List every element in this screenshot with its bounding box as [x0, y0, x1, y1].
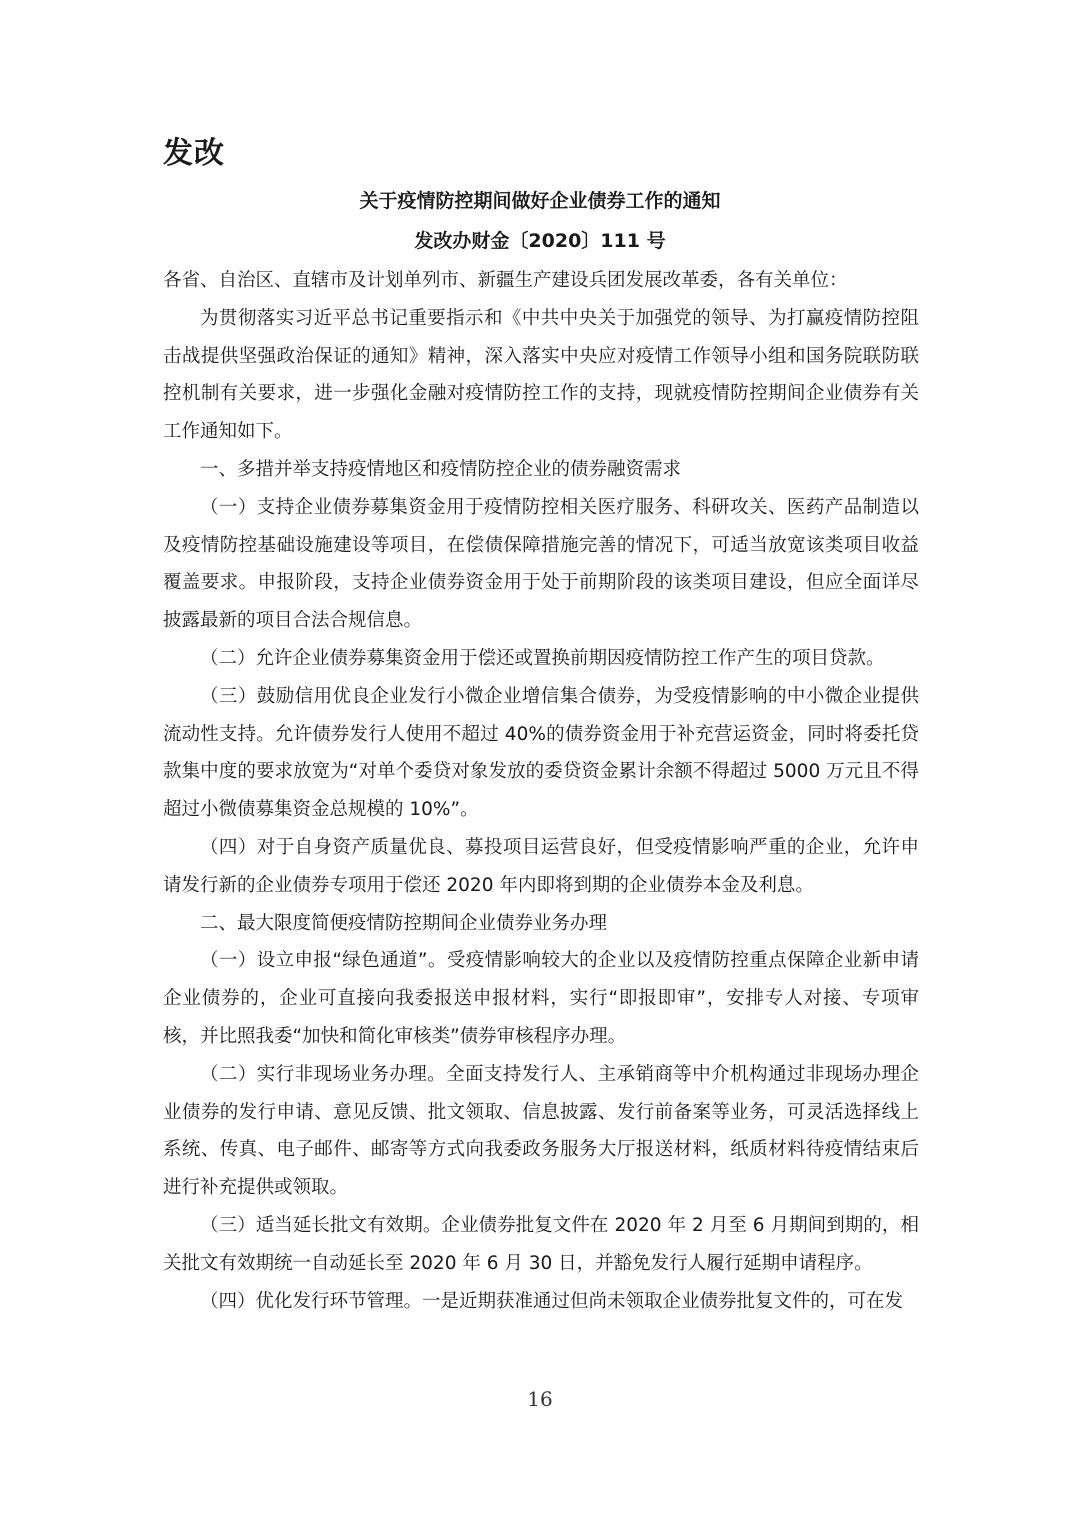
paragraph-1-2: （二）允许企业债券募集资金用于偿还或置换前期因疫情防控工作产生的项目贷款。: [200, 647, 885, 669]
section-2-heading: 二、最大限度简便疫情防控期间企业债券业务办理: [200, 912, 608, 934]
section-heading: 发改: [163, 136, 225, 171]
document-title: 关于疫情防控期间做好企业债券工作的通知: [359, 190, 721, 212]
paragraph-2-4: （四）优化发行环节管理。一是近期获准通过但尚未领取企业债券批复文件的，可在发: [200, 1290, 904, 1312]
paragraph-intro: 为贯彻落实习近平总书记重要指示和《中共中央关于加强党的领导、为打赢疫情防控阻击战提供坚强政治保证的通知》精神，深入落实中央应对疫情工作领导小组和国务院联防联控机制有关要求，进一步强化金融对疫情防控工作的支持，现就疫情防控期间企业债券有关工作通知如下。: [163, 307, 919, 443]
document-number: 发改办财金〔2020〕111 号: [414, 230, 666, 252]
section-1-heading: 一、多措并举支持疫情地区和疫情防控企业的债券融资需求: [200, 458, 682, 480]
salutation: 各省、自治区、直辖市及计划单列市、新疆生产建设兵团发展改革委，各有关单位：: [163, 270, 848, 291]
paragraph-2-1: （一）设立申报“绿色通道”。受疫情影响较大的企业以及疫情防控重点保障企业新申请企业债券的，企业可直接向我委报送申报材料，实行“即报即审”，安排专人对接、专项审核，并比照我委“加快和简化审核类”债券审核程序办理。: [163, 950, 919, 1047]
document-body: [163, 262, 919, 1320]
paragraph-1-3: （三）鼓励信用优良企业发行小微企业增信集合债券，为受疫情影响的中小微企业提供流动性支持。允许债券发行人使用不超过 40%的债券资金用于补充营运资金，同时将委托贷款集中度的要求放宽为“对单个委贷对象发放的委贷资金累计余额不得超过 5000 万元且不得超过小微债募集资金总规模的 10%”。: [163, 685, 919, 821]
paragraph-1-1: （一）支持企业债券募集资金用于疫情防控相关医疗服务、科研攻关、医药产品制造以及疫情防控基础设施建设等项目，在偿债保障措施完善的情况下，可适当放宽该类项目收益覆盖要求。申报阶段，支持企业债券资金用于处于前期阶段的该类项目建设，但应全面详尽披露最新的项目合法合规信息。: [163, 496, 919, 632]
page-number: 16: [527, 1387, 553, 1411]
paragraph-2-2: （二）实行非现场业务办理。全面支持发行人、主承销商等中介机构通过非现场办理企业债券的发行申请、意见反馈、批文领取、信息披露、发行前备案等业务，可灵活选择线上系统、传真、电子邮件、邮寄等方式向我委政务服务大厅报送材料，纸质材料待疫情结束后进行补充提供或领取。: [163, 1063, 919, 1199]
paragraph-1-4: （四）对于自身资产质量优良、募投项目运营良好，但受疫情影响严重的企业，允许申请发行新的企业债券专项用于偿还 2020 年内即将到期的企业债券本金及利息。: [163, 836, 919, 896]
paragraph-2-3: （三）适当延长批文有效期。企业债券批复文件在 2020 年 2 月至 6 月期间到期的，相关批文有效期统一自动延长至 2020 年 6 月 30 日，并豁免发行人履行延期申请程序。: [163, 1214, 919, 1274]
